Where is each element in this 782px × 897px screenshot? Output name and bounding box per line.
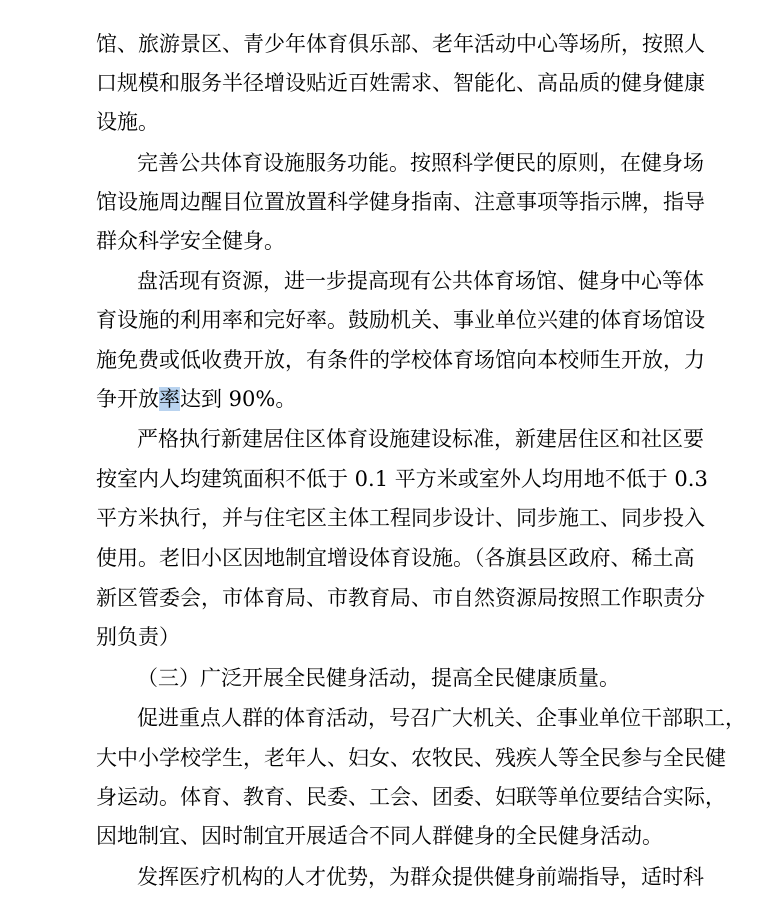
text-segment: 争开放 (96, 387, 159, 411)
text-line: 使用。老旧小区因地制宜增设体育设施。（各旗县区政府、稀土高 (96, 546, 695, 570)
text-line: 新区管委会，市体育局、市教育局、市自然资源局按照工作职责分 (96, 586, 705, 610)
text-line: 育设施的利用率和完好率。鼓励机关、事业单位兴建的体育场馆设 (96, 308, 705, 332)
text-line: 口规模和服务半径增设贴近百姓需求、智能化、高品质的健身健康 (96, 71, 705, 95)
text-line: 促进重点人群的体育活动，号召广大机关、企事业单位干部职工， (137, 706, 746, 730)
section-heading: （三）广泛开展全民健身活动，提高全民健康质量。 (137, 666, 620, 690)
text-line (96, 386, 296, 412)
text-segment: 达到 90%。 (180, 387, 297, 411)
text-line: 设施。 (96, 110, 159, 134)
text-line: 施免费或低收费开放，有条件的学校体育场馆向本校师生开放，力 (96, 348, 705, 372)
text-line: 发挥医疗机构的人才优势，为群众提供健身前端指导，适时科 (137, 865, 704, 889)
text-line: 严格执行新建居住区体育设施建设标准，新建居住区和社区要 (137, 427, 704, 451)
text-line: 按室内人均建筑面积不低于 0.1 平方米或室外人均用地不低于 0.3 (96, 467, 708, 491)
text-line: 馆设施周边醒目位置放置科学健身指南、注意事项等指示牌，指导 (96, 190, 705, 214)
text-line: 平方米执行，并与住宅区主体工程同步设计、同步施工、同步投入 (96, 506, 705, 530)
text-line: 完善公共体育设施服务功能。按照科学便民的原则，在健身场 (137, 151, 704, 175)
text-line: 馆、旅游景区、青少年体育俱乐部、老年活动中心等场所，按照人 (96, 32, 705, 56)
text-line: 群众科学安全健身。 (96, 229, 285, 253)
text-line: 大中小学校学生，老年人、妇女、农牧民、残疾人等全民参与全民健 (96, 746, 726, 770)
text-line: 别负责） (96, 625, 180, 649)
text-line: 因地制宜、因时制宜开展适合不同人群健身的全民健身活动。 (96, 824, 663, 848)
text-line: 盘活现有资源，进一步提高现有公共体育场馆、健身中心等体 (137, 269, 704, 293)
selected-text-highlight[interactable]: 率 (159, 387, 180, 411)
text-line: 身运动。体育、教育、民委、工会、团委、妇联等单位要结合实际， (96, 785, 726, 809)
